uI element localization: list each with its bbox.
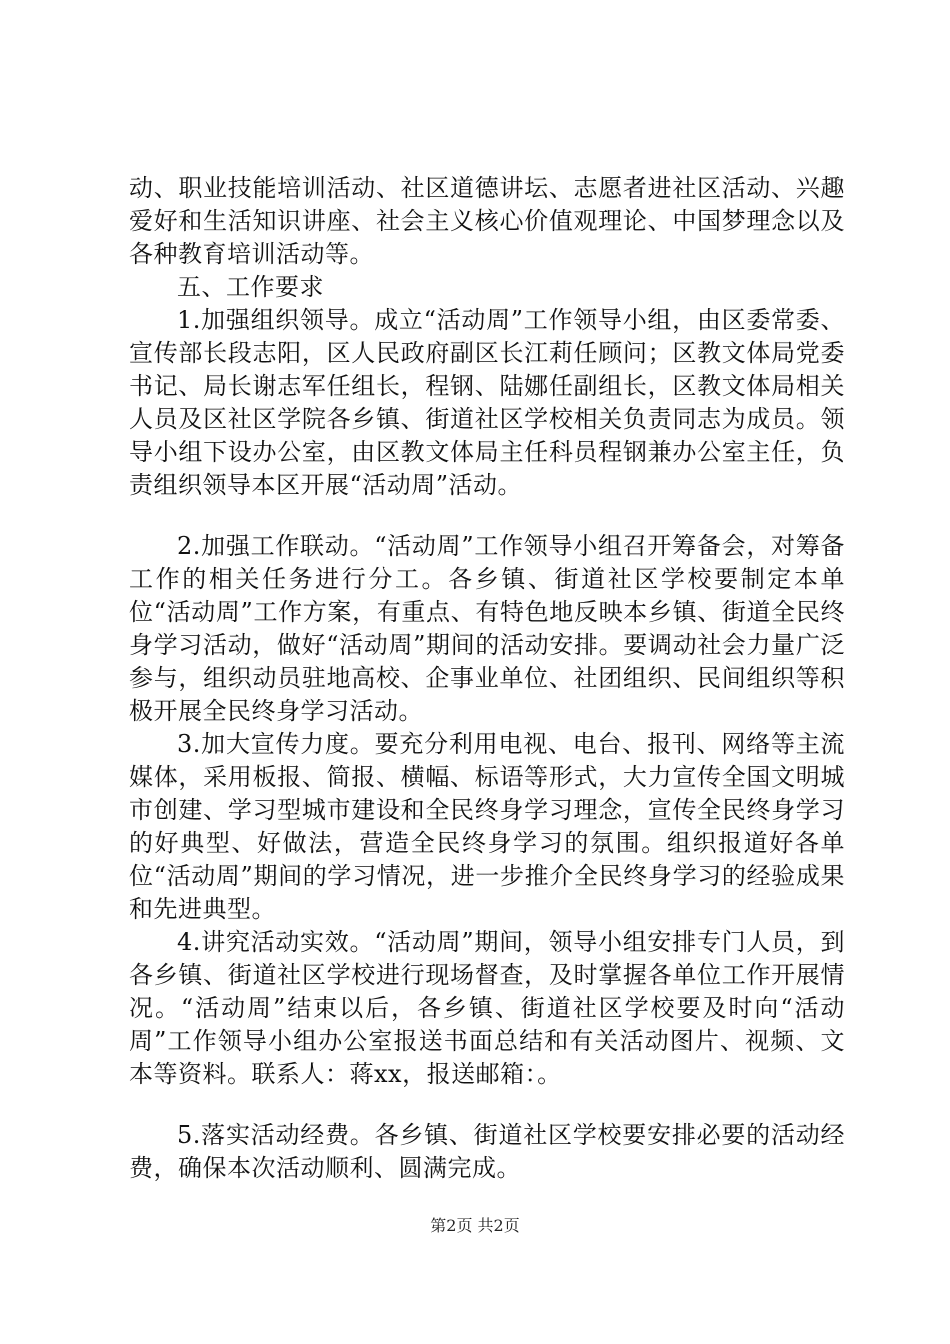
paragraph-continuation: 动、职业技能培训活动、社区道德讲坛、志愿者进社区活动、兴趣爱好和生活知识讲座、社会主义核心价值观理论、中国梦理念以及各种教育培训活动等。 [129,174,845,268]
paragraph-item-4: 4.讲究活动实效。“活动周”期间，领导小组安排专门人员，到各乡镇、街道社区学校进行现场督查，及时掌握各单位工作开展情况。“活动周”结束以后，各乡镇、街道社区学校要及时向“活动周”工作领导小组办公室报送书面总结和有关活动图片、视频、文本等资料。联系人：蒋xx，报送邮箱：。 [129,928,845,1088]
document-body [129,172,845,1185]
paragraph-item-2: 2.加强工作联动。“活动周”工作领导小组召开筹备会，对筹备工作的相关任务进行分工。各乡镇、街道社区学校要制定本单位“活动周”工作方案，有重点、有特色地反映本乡镇、街道全民终身学习活动，做好“活动周”期间的活动安排。要调动社会力量广泛参与，组织动员驻地高校、企事业单位、社团组织、民间组织等积极开展全民终身学习活动。 [129,532,845,725]
paragraph-item-5: 5.落实活动经费。各乡镇、街道社区学校要安排必要的活动经费，确保本次活动顺利、圆满完成。 [129,1121,845,1182]
page-number-footer: 第2页 共2页 [430,1216,520,1235]
section-heading: 五、工作要求 [177,273,324,301]
paragraph-item-3: 3.加大宣传力度。要充分利用电视、电台、报刊、网络等主流媒体，采用板报、简报、横幅、标语等形式，大力宣传全国文明城市创建、学习型城市建设和全民终身学习理念，宣传全民终身学习的好典型、好做法，营造全民终身学习的氛围。组织报道好各单位“活动周”期间的学习情况，进一步推介全民终身学习的经验成果和先进典型。 [129,730,845,923]
paragraph-item-1: 1.加强组织领导。成立“活动周”工作领导小组，由区委常委、宣传部长段志阳，区人民政府副区长江莉任顾问；区教文体局党委书记、局长谢志军任组长，程钢、陆娜任副组长，区教文体局相关人员及区社区学院各乡镇、街道社区学校相关负责同志为成员。领导小组下设办公室，由区教文体局主任科员程钢兼办公室主任，负责组织领导本区开展“活动周”活动。 [129,306,845,499]
